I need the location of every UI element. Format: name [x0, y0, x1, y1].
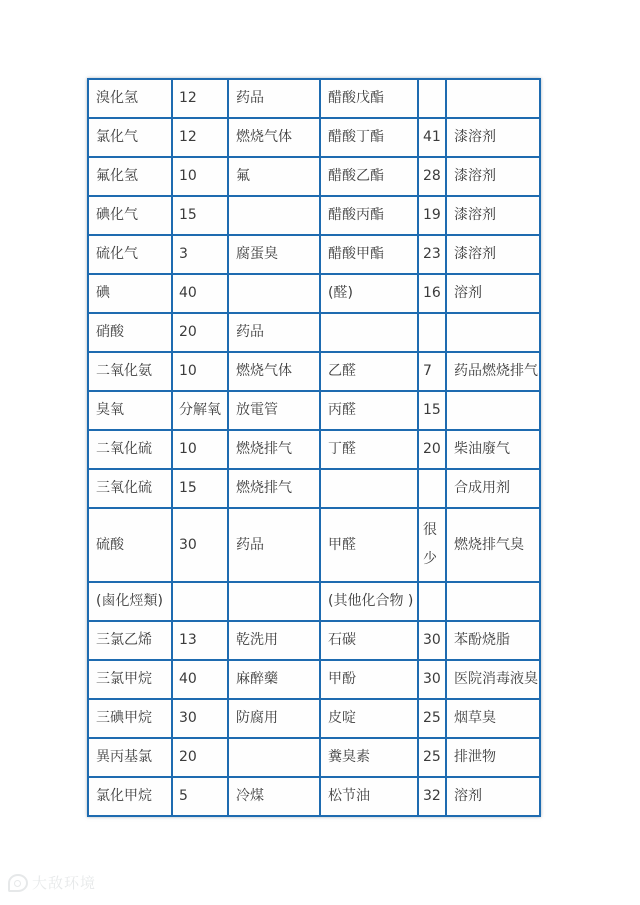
- table-cell: 放電管: [228, 391, 320, 430]
- table-cell: 醋酸丁酯: [320, 118, 418, 157]
- table-cell: 糞臭素: [320, 738, 418, 777]
- table-cell: 二氧化氨: [88, 352, 172, 391]
- table-row: [88, 391, 540, 430]
- table-cell: 41: [418, 118, 446, 157]
- table-cell: 燃烧气体: [228, 118, 320, 157]
- table-cell: 28: [418, 157, 446, 196]
- table-cell: 20: [172, 738, 228, 777]
- table-row: [88, 738, 540, 777]
- table-cell: 3: [172, 235, 228, 274]
- table-row: [88, 352, 540, 391]
- table-cell: 10: [172, 352, 228, 391]
- table-cell: 烟草臭: [446, 699, 540, 738]
- table-cell: 溶剂: [446, 777, 540, 816]
- table-row: [88, 196, 540, 235]
- table-row: [88, 508, 540, 582]
- table-cell: 25: [418, 699, 446, 738]
- table-cell: 三氯甲烷: [88, 660, 172, 699]
- table-cell: 乙醛: [320, 352, 418, 391]
- table-cell: 三氧化硫: [88, 469, 172, 508]
- table-cell: [320, 313, 418, 352]
- table-cell: 20: [172, 313, 228, 352]
- table-cell: 药品: [228, 313, 320, 352]
- table-cell: [418, 469, 446, 508]
- table-cell: 溴化氢: [88, 79, 172, 118]
- table-cell: 药品: [228, 79, 320, 118]
- table-cell: 40: [172, 660, 228, 699]
- table-cell: 药品: [228, 508, 320, 582]
- table-cell: [228, 738, 320, 777]
- table-cell: 三碘甲烷: [88, 699, 172, 738]
- table-cell: 硝酸: [88, 313, 172, 352]
- table-cell: 32: [418, 777, 446, 816]
- table-row: [88, 430, 540, 469]
- table-row: [88, 235, 540, 274]
- table-cell: 医院消毒液臭: [446, 660, 540, 699]
- table-cell: (其他化合物 ): [320, 582, 418, 621]
- table-cell: 燃烧排气臭: [446, 508, 540, 582]
- table-cell: 30: [172, 508, 228, 582]
- table-cell: 醋酸丙酯: [320, 196, 418, 235]
- table-cell: 氟: [228, 157, 320, 196]
- table-cell: [446, 313, 540, 352]
- table-cell: [172, 582, 228, 621]
- table-cell: 20: [418, 430, 446, 469]
- table-cell: 很少: [418, 508, 446, 582]
- table-cell: [446, 391, 540, 430]
- table-row: [88, 79, 540, 118]
- table-cell: 排泄物: [446, 738, 540, 777]
- table-cell: 丙醛: [320, 391, 418, 430]
- table-cell: 麻醉藥: [228, 660, 320, 699]
- table-cell: (醛): [320, 274, 418, 313]
- table-cell: 硫化气: [88, 235, 172, 274]
- chemical-table-body: [88, 79, 540, 816]
- table-cell: 15: [418, 391, 446, 430]
- table-cell: 7: [418, 352, 446, 391]
- watermark: [8, 872, 96, 893]
- table-cell: 氯化气: [88, 118, 172, 157]
- table-cell: [418, 313, 446, 352]
- table-cell: 15: [172, 196, 228, 235]
- table-cell: 30: [418, 660, 446, 699]
- table-cell: 30: [418, 621, 446, 660]
- table-cell: 漆溶剂: [446, 157, 540, 196]
- table-cell: 異丙基氯: [88, 738, 172, 777]
- table-cell: 30: [172, 699, 228, 738]
- table-cell: 10: [172, 157, 228, 196]
- table-row: [88, 699, 540, 738]
- table-cell: 松节油: [320, 777, 418, 816]
- table-cell: 12: [172, 79, 228, 118]
- table-cell: 23: [418, 235, 446, 274]
- table-cell: 防腐用: [228, 699, 320, 738]
- table-row: [88, 469, 540, 508]
- table-cell: 甲酚: [320, 660, 418, 699]
- table-cell: 二氧化硫: [88, 430, 172, 469]
- table-cell: 12: [172, 118, 228, 157]
- table-cell: 分解氧: [172, 391, 228, 430]
- table-cell: [418, 79, 446, 118]
- table-row: [88, 118, 540, 157]
- table-cell: 氯化甲烷: [88, 777, 172, 816]
- table-cell: 石碳: [320, 621, 418, 660]
- table-cell: 乾洗用: [228, 621, 320, 660]
- table-cell: 冷煤: [228, 777, 320, 816]
- table-cell: [228, 274, 320, 313]
- table-cell: 氟化氢: [88, 157, 172, 196]
- table-cell: 16: [418, 274, 446, 313]
- table-cell: 15: [172, 469, 228, 508]
- table-cell: 5: [172, 777, 228, 816]
- table-cell: 13: [172, 621, 228, 660]
- table-cell: 臭氧: [88, 391, 172, 430]
- table-cell: 醋酸乙酯: [320, 157, 418, 196]
- table-row: [88, 660, 540, 699]
- table-cell: 碘: [88, 274, 172, 313]
- table-cell: 漆溶剂: [446, 196, 540, 235]
- table-cell: [418, 582, 446, 621]
- table-cell: 燃烧排气: [228, 469, 320, 508]
- table-cell: [446, 79, 540, 118]
- table-row: [88, 777, 540, 816]
- table-cell: 10: [172, 430, 228, 469]
- table-cell: 腐蛋臭: [228, 235, 320, 274]
- table-cell: 丁醛: [320, 430, 418, 469]
- watermark-text: 大敌环境: [32, 874, 97, 892]
- table-cell: [446, 582, 540, 621]
- table-cell: 碘化气: [88, 196, 172, 235]
- table-cell: 25: [418, 738, 446, 777]
- camera-logo-icon: [8, 874, 28, 892]
- table-cell: 40: [172, 274, 228, 313]
- table-cell: 醋酸甲酯: [320, 235, 418, 274]
- table-cell: 苯酚烧脂: [446, 621, 540, 660]
- table-cell: 三氯乙烯: [88, 621, 172, 660]
- table-cell: 漆溶剂: [446, 235, 540, 274]
- table-cell: 19: [418, 196, 446, 235]
- table-cell: 皮啶: [320, 699, 418, 738]
- table-cell: 合成用剂: [446, 469, 540, 508]
- table-cell: [228, 582, 320, 621]
- table-cell: [320, 469, 418, 508]
- table-cell: 药品燃烧排气: [446, 352, 540, 391]
- table-row: [88, 274, 540, 313]
- table-cell: 醋酸戊酯: [320, 79, 418, 118]
- table-cell: 甲醛: [320, 508, 418, 582]
- table-row: [88, 582, 540, 621]
- table-cell: 柴油廢气: [446, 430, 540, 469]
- table-cell: [228, 196, 320, 235]
- table-cell: 漆溶剂: [446, 118, 540, 157]
- chemical-odor-table: [87, 78, 541, 817]
- table-cell: (鹵化烴類): [88, 582, 172, 621]
- table-row: [88, 157, 540, 196]
- table-cell: 溶剂: [446, 274, 540, 313]
- table-row: [88, 621, 540, 660]
- table-cell: 燃烧气体: [228, 352, 320, 391]
- table-row: [88, 313, 540, 352]
- table-cell: 燃烧排气: [228, 430, 320, 469]
- table-cell: 硫酸: [88, 508, 172, 582]
